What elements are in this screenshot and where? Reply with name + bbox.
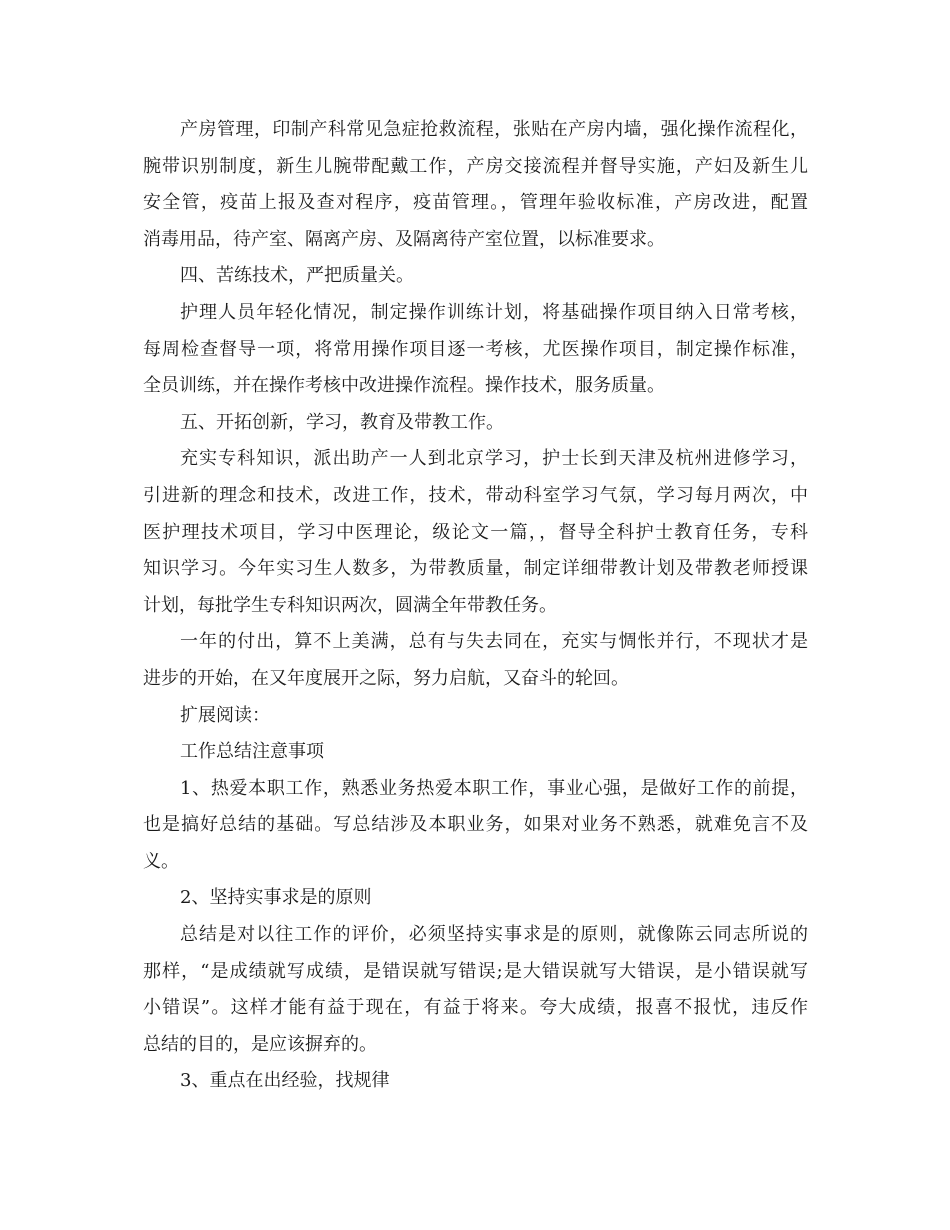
text-line: 那样，“是成绩就写成绩，是错误就写错误;是大错误就写大错误，是小错误就写	[143, 960, 808, 982]
text-line: 每周检查督导一项，将常用操作项目逐一考核，尤医操作项目，制定操作标准，	[143, 338, 808, 360]
document-body	[143, 112, 808, 1100]
text-line: 进步的开始，在又年度展开之际，努力启航，又奋斗的轮回。	[143, 667, 629, 689]
section-heading: 五、开拓创新，学习，教育及带教工作。	[180, 411, 504, 433]
section-heading: 3、重点在出经验，找规律	[180, 1070, 390, 1092]
text-line: 也是搞好总结的基础。写总结涉及本职业务，如果对业务不熟悉，就难免言不及	[143, 814, 808, 836]
text-line: 充实专科知识，派出助产一人到北京学习，护士长到天津及杭州进修学习，	[180, 448, 808, 470]
text-line: 1、热爱本职工作，熟悉业务热爱本职工作，事业心强，是做好工作的前提，	[180, 777, 808, 799]
text-line: 腕带识别制度，新生儿腕带配戴工作，产房交接流程并督导实施，产妇及新生儿	[143, 155, 808, 177]
text-line: 医护理技术项目，学习中医理论，级论文一篇，，督导全科护士教育任务，专科	[143, 521, 808, 543]
text-line: 一年的付出，算不上美满，总有与失去同在，充实与惆怅并行，不现状才是	[180, 631, 808, 653]
section-heading: 扩展阅读：	[180, 704, 270, 726]
text-line: 产房管理，印制产科常见急症抢救流程，张贴在产房内墙，强化操作流程化，	[180, 119, 808, 140]
section-heading: 工作总结注意事项	[180, 741, 324, 763]
section-heading: 2、坚持实事求是的原则	[180, 887, 372, 909]
text-line: 消毒用品，待产室、隔离产房、及隔离待产室位置，以标准要求。	[143, 228, 665, 250]
text-line: 总结的目的，是应该摒弃的。	[143, 1033, 377, 1055]
section-heading: 四、苦练技术，严把质量关。	[180, 265, 414, 287]
text-line: 计划，每批学生专科知识两次，圆满全年带教任务。	[143, 594, 557, 616]
text-line: 全员训练，并在操作考核中改进操作流程。操作技术，服务质量。	[143, 375, 665, 397]
text-line: 安全管，疫苗上报及查对程序，疫苗管理。，管理年验收标准，产房改进，配置	[143, 192, 808, 214]
text-line: 小错误”。这样才能有益于现在，有益于将来。夸大成绩，报喜不报忧，违反作	[143, 997, 808, 1019]
text-line: 义。	[143, 850, 179, 872]
text-line: 护理人员年轻化情况，制定操作训练计划，将基础操作项目纳入日常考核，	[180, 301, 808, 323]
text-line: 总结是对以往工作的评价，必须坚持实事求是的原则，就像陈云同志所说的	[180, 924, 808, 946]
text-line: 知识学习。今年实习生人数多，为带教质量，制定详细带教计划及带教老师授课	[143, 558, 808, 580]
text-line: 引进新的理念和技术，改进工作，技术，带动科室学习气氛，学习每月两次，中	[143, 484, 808, 506]
